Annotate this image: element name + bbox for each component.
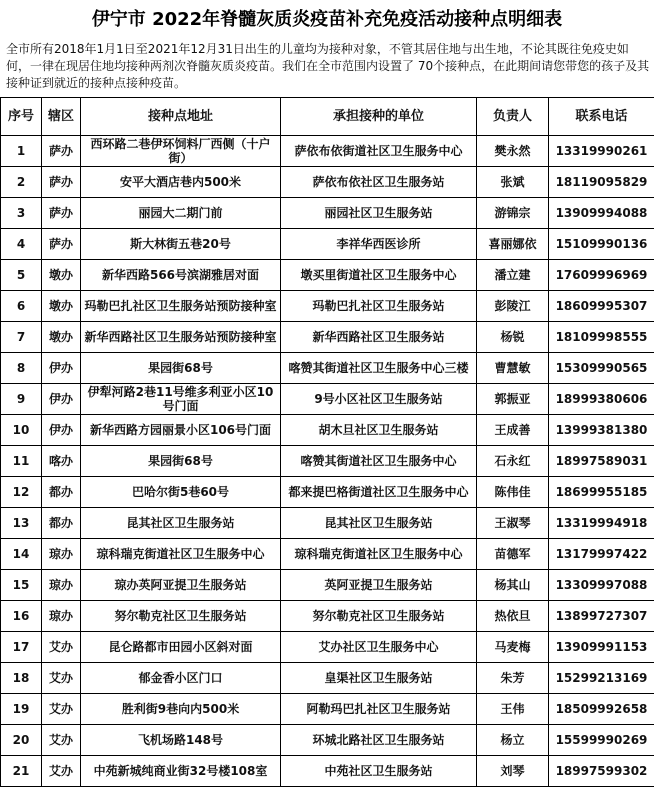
cell-index: 14 xyxy=(1,539,42,570)
cell-phone: 18699955185 xyxy=(549,477,654,508)
cell-unit: 阿勒玛巴扎社区卫生服务站 xyxy=(281,694,477,725)
cell-district: 艾办 xyxy=(42,632,81,663)
cell-address: 安平大酒店巷内500米 xyxy=(81,167,281,198)
header-phone: 联系电话 xyxy=(549,98,654,136)
cell-unit: 昆其社区卫生服务站 xyxy=(281,508,477,539)
table-row xyxy=(1,229,654,260)
cell-address: 果园街68号 xyxy=(81,353,281,384)
cell-address: 琼科瑞克街道社区卫生服务中心 xyxy=(81,539,281,570)
cell-index: 16 xyxy=(1,601,42,632)
cell-unit: 中苑社区卫生服务站 xyxy=(281,756,477,787)
cell-person: 杨锐 xyxy=(477,322,549,353)
cell-address: 巴哈尔街5巷60号 xyxy=(81,477,281,508)
cell-phone: 18997599302 xyxy=(549,756,654,787)
table-row xyxy=(1,415,654,446)
cell-person: 朱芳 xyxy=(477,663,549,694)
cell-person: 彭陵江 xyxy=(477,291,549,322)
table-header-row xyxy=(1,98,654,136)
cell-district: 墩办 xyxy=(42,291,81,322)
cell-unit: 艾办社区卫生服务中心 xyxy=(281,632,477,663)
cell-address: 玛勒巴扎社区卫生服务站预防接种室 xyxy=(81,291,281,322)
table-row xyxy=(1,601,654,632)
cell-unit: 9号小区社区卫生服务站 xyxy=(281,384,477,415)
cell-district: 艾办 xyxy=(42,663,81,694)
cell-unit: 新华西路社区卫生服务站 xyxy=(281,322,477,353)
table-row xyxy=(1,322,654,353)
cell-address: 胜利街9巷向内500米 xyxy=(81,694,281,725)
cell-index: 5 xyxy=(1,260,42,291)
cell-unit: 努尔勒克社区卫生服务站 xyxy=(281,601,477,632)
cell-person: 杨其山 xyxy=(477,570,549,601)
vaccination-site-table xyxy=(0,97,654,787)
cell-person: 王伟 xyxy=(477,694,549,725)
cell-unit: 皇渠社区卫生服务站 xyxy=(281,663,477,694)
cell-district: 萨办 xyxy=(42,167,81,198)
cell-address: 丽园大二期门前 xyxy=(81,198,281,229)
cell-phone: 15109990136 xyxy=(549,229,654,260)
cell-index: 2 xyxy=(1,167,42,198)
table-row xyxy=(1,632,654,663)
cell-index: 1 xyxy=(1,136,42,167)
cell-person: 潘立建 xyxy=(477,260,549,291)
cell-index: 11 xyxy=(1,446,42,477)
cell-index: 4 xyxy=(1,229,42,260)
cell-address: 果园街68号 xyxy=(81,446,281,477)
cell-unit: 胡木旦社区卫生服务站 xyxy=(281,415,477,446)
cell-district: 都办 xyxy=(42,477,81,508)
cell-district: 伊办 xyxy=(42,415,81,446)
cell-district: 伊办 xyxy=(42,353,81,384)
cell-address: 新华西路566号滨湖雅居对面 xyxy=(81,260,281,291)
cell-person: 张斌 xyxy=(477,167,549,198)
table-row xyxy=(1,260,654,291)
cell-district: 艾办 xyxy=(42,756,81,787)
table-row xyxy=(1,353,654,384)
cell-phone: 18109998555 xyxy=(549,322,654,353)
cell-unit: 萨依布依社区卫生服务站 xyxy=(281,167,477,198)
cell-address: 郁金香小区门口 xyxy=(81,663,281,694)
cell-unit: 丽园社区卫生服务站 xyxy=(281,198,477,229)
table-row xyxy=(1,725,654,756)
header-address: 接种点地址 xyxy=(81,98,281,136)
cell-person: 王成善 xyxy=(477,415,549,446)
cell-index: 10 xyxy=(1,415,42,446)
cell-person: 杨立 xyxy=(477,725,549,756)
cell-address: 新华西路方园丽景小区106号门面 xyxy=(81,415,281,446)
cell-phone: 18609995307 xyxy=(549,291,654,322)
cell-address: 飞机场路148号 xyxy=(81,725,281,756)
cell-phone: 13179997422 xyxy=(549,539,654,570)
cell-unit: 墩买里街道社区卫生服务中心 xyxy=(281,260,477,291)
cell-index: 21 xyxy=(1,756,42,787)
header-index: 序号 xyxy=(1,98,42,136)
cell-district: 萨办 xyxy=(42,136,81,167)
cell-phone: 15299213169 xyxy=(549,663,654,694)
cell-address: 新华西路社区卫生服务站预防接种室 xyxy=(81,322,281,353)
table-row xyxy=(1,477,654,508)
cell-index: 20 xyxy=(1,725,42,756)
cell-index: 6 xyxy=(1,291,42,322)
cell-person: 刘琴 xyxy=(477,756,549,787)
table-row xyxy=(1,446,654,477)
cell-phone: 13999381380 xyxy=(549,415,654,446)
cell-phone: 13319994918 xyxy=(549,508,654,539)
cell-index: 15 xyxy=(1,570,42,601)
header-unit: 承担接种的单位 xyxy=(281,98,477,136)
cell-district: 喀办 xyxy=(42,446,81,477)
table-row xyxy=(1,570,654,601)
cell-district: 琼办 xyxy=(42,570,81,601)
cell-address: 西环路二巷伊环饲料厂西侧（十户街） xyxy=(81,136,281,167)
cell-phone: 13909994088 xyxy=(549,198,654,229)
cell-unit: 喀赞其街道社区卫生服务中心 xyxy=(281,446,477,477)
cell-address: 斯大林街五巷20号 xyxy=(81,229,281,260)
cell-phone: 13899727307 xyxy=(549,601,654,632)
cell-index: 3 xyxy=(1,198,42,229)
table-row xyxy=(1,291,654,322)
cell-phone: 15309990565 xyxy=(549,353,654,384)
cell-district: 萨办 xyxy=(42,198,81,229)
cell-unit: 李祥华西医诊所 xyxy=(281,229,477,260)
cell-person: 樊永然 xyxy=(477,136,549,167)
cell-person: 郭振亚 xyxy=(477,384,549,415)
table-row xyxy=(1,136,654,167)
cell-person: 陈伟佳 xyxy=(477,477,549,508)
cell-index: 13 xyxy=(1,508,42,539)
cell-index: 19 xyxy=(1,694,42,725)
cell-index: 8 xyxy=(1,353,42,384)
cell-address: 伊犁河路2巷11号维多利亚小区10号门面 xyxy=(81,384,281,415)
cell-district: 艾办 xyxy=(42,725,81,756)
cell-address: 琼办英阿亚提卫生服务站 xyxy=(81,570,281,601)
cell-unit: 玛勒巴扎社区卫生服务站 xyxy=(281,291,477,322)
cell-address: 中苑新城纯商业街32号楼108室 xyxy=(81,756,281,787)
cell-index: 12 xyxy=(1,477,42,508)
table-row xyxy=(1,167,654,198)
cell-district: 琼办 xyxy=(42,601,81,632)
cell-index: 17 xyxy=(1,632,42,663)
table-row xyxy=(1,663,654,694)
cell-address: 努尔勒克社区卫生服务站 xyxy=(81,601,281,632)
cell-phone: 18509992658 xyxy=(549,694,654,725)
cell-person: 苗德军 xyxy=(477,539,549,570)
cell-phone: 17609996969 xyxy=(549,260,654,291)
cell-phone: 13909991153 xyxy=(549,632,654,663)
cell-phone: 15599990269 xyxy=(549,725,654,756)
table-row xyxy=(1,198,654,229)
cell-address: 昆仑路都市田园小区斜对面 xyxy=(81,632,281,663)
cell-unit: 喀赞其街道社区卫生服务中心三楼 xyxy=(281,353,477,384)
cell-phone: 13309997088 xyxy=(549,570,654,601)
header-person: 负责人 xyxy=(477,98,549,136)
cell-address: 昆其社区卫生服务站 xyxy=(81,508,281,539)
cell-district: 艾办 xyxy=(42,694,81,725)
cell-person: 王淑琴 xyxy=(477,508,549,539)
intro-paragraph: 全市所有2018年1月1日至2021年12月31日出生的儿童均为接种对象，不管其居住地与出生地，不论其既往免疫史如何，一律在现居住地均接种两剂次脊髓灰质炎疫苗。我们在全市范围内设置了 70个接种点，在此期间请您带您的孩子及其接种证到就近的接种点接种疫苗。 xyxy=(6,41,650,95)
cell-index: 9 xyxy=(1,384,42,415)
table-row xyxy=(1,694,654,725)
cell-district: 都办 xyxy=(42,508,81,539)
cell-unit: 琼科瑞克街道社区卫生服务中心 xyxy=(281,539,477,570)
cell-person: 曹慧敏 xyxy=(477,353,549,384)
cell-phone: 18999380606 xyxy=(549,384,654,415)
cell-index: 7 xyxy=(1,322,42,353)
cell-phone: 13319990261 xyxy=(549,136,654,167)
cell-person: 热依旦 xyxy=(477,601,549,632)
cell-person: 马麦梅 xyxy=(477,632,549,663)
cell-unit: 都来提巴格街道社区卫生服务中心 xyxy=(281,477,477,508)
cell-person: 石永红 xyxy=(477,446,549,477)
cell-unit: 英阿亚提卫生服务站 xyxy=(281,570,477,601)
cell-person: 喜丽娜依 xyxy=(477,229,549,260)
cell-district: 萨办 xyxy=(42,229,81,260)
cell-phone: 18997589031 xyxy=(549,446,654,477)
cell-person: 游锦宗 xyxy=(477,198,549,229)
page-title: 伊宁市 2022年脊髓灰质炎疫苗补充免疫活动接种点明细表 xyxy=(0,0,654,40)
cell-district: 伊办 xyxy=(42,384,81,415)
cell-unit: 环城北路社区卫生服务站 xyxy=(281,725,477,756)
table-row xyxy=(1,508,654,539)
header-district: 辖区 xyxy=(42,98,81,136)
cell-phone: 18119095829 xyxy=(549,167,654,198)
cell-district: 琼办 xyxy=(42,539,81,570)
table-row xyxy=(1,539,654,570)
table-row xyxy=(1,384,654,415)
cell-index: 18 xyxy=(1,663,42,694)
cell-unit: 萨依布依街道社区卫生服务中心 xyxy=(281,136,477,167)
cell-district: 墩办 xyxy=(42,322,81,353)
cell-district: 墩办 xyxy=(42,260,81,291)
